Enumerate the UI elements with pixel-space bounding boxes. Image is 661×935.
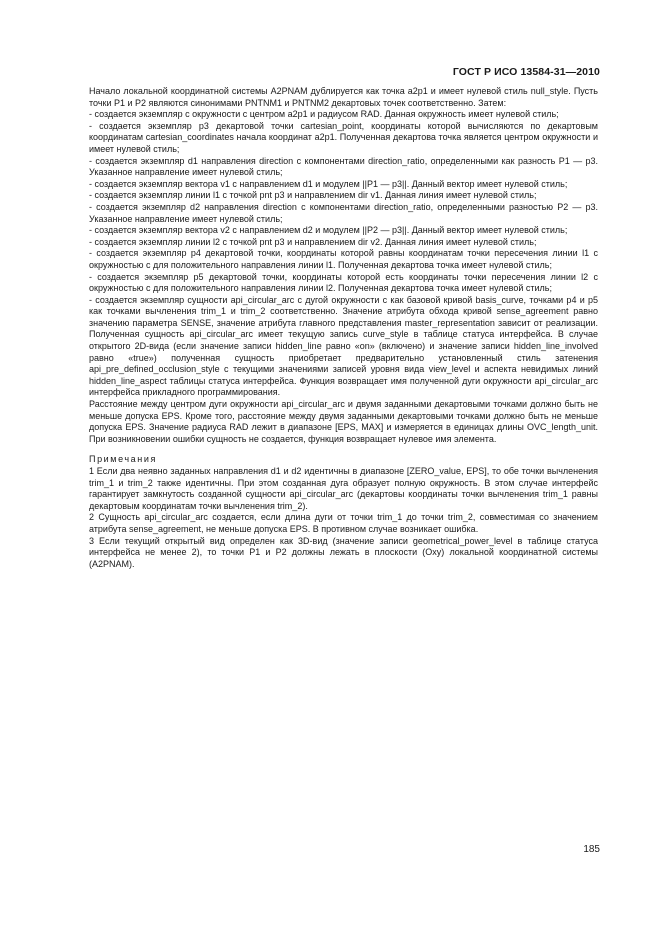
page-number: 185	[583, 844, 600, 855]
list-item: - создается экземпляр вектора v2 с направлением d2 и модулем ||P2 — p3||. Данный вектор имеет нулевой стиль;	[89, 225, 568, 236]
paragraph-intro: Начало локальной координатной системы A2PNAM дублируется как точка a2p1 и имеет нулевой стиль null_style. Пусть точки P1 и P2 являются синонимами PNTNM1 и PNTNM2 декартовых точек соответственно. Затем:	[89, 86, 598, 108]
list-item: - создается экземпляр p3 декартовой точки cartesian_point, координаты которой вычисляются по декартовым координатам cartesian_coordinates начала координат a2p1. Полученная декартова точка является центром окружности и имеет нулевой стиль;	[89, 120, 598, 154]
list-item: - создается экземпляр сущности api_circular_arc с дугой окружности c как базовой кривой basis_curve, точками p4 и p5 как точками вычленения trim_1 и trim_2 соответственно. Значение атрибута обхода кривой sense_agreement равно значению параметра SENSE, значение атрибута главного представления master_representation зависит от реализации. Полученная сущность api_circular_arc имеет текущую запись curve_style в таблице статуса интерфейса. В случае открытого 2D-вида (если значение записи hidden_line равно «on» (включено) и значение записи hidden_line_involved равно «true») полученная сущность приобретает предварительно установленный стиль затенения api_pre_defined_occlusion_style с текущими значениями записей уровня вида view_level и аспекта невидимых линий hidden_line_aspect таблицы статуса интерфейса. Функция возвращает имя полученной дуги окружности api_circular_arc интерфейса прикладного программирования.	[89, 294, 598, 398]
note-item: 3 Если текущий открытый вид определен как 3D-вид (значение записи geometrical_power_level в таблице статуса интерфейса не менее 2), то точки P1 и P2 должны лежать в плоскости (Oxy) локальной координатной системы (A2PNAM).	[89, 535, 598, 569]
list-item: - создается экземпляр p4 декартовой точки, координаты которой равны координатам точки пересечения линии l1 с окружностью c для положительного направления линии l1. Полученная декартова точка имеет нулевой стиль;	[89, 248, 598, 270]
list-item: - создается экземпляр вектора v1 с направлением d1 и модулем ||P1 — p3||. Данный вектор имеет нулевой стиль;	[89, 178, 568, 189]
list-item: - создается экземпляр c окружности с центром a2p1 и радиусом RAD. Данная окружность имеет нулевой стиль;	[89, 109, 559, 120]
notes-heading: Примечания	[89, 454, 157, 465]
list-item: - создается экземпляр p5 декартовой точки, координаты которой есть координаты точки пересечения линии l2 с окружностью c для положительного направления линии l2. Полученная декартова точка имеет нулевой стиль;	[89, 271, 598, 294]
list-item: - создается экземпляр d1 направления direction с компонентами direction_ratio, определенными как разность P1 — p3. Указанное направление имеет нулевой стиль;	[89, 155, 598, 178]
paragraph-constraints: Расстояние между центром дуги окружности api_circular_arc и двумя заданными декартовыми точками должно быть не меньше допуска EPS. Кроме того, расстояние между двумя заданными декартовыми точками должно быть не меньше допуска EPS. Значение радиуса RAD лежит в диапазоне [EPS, MAX] и измеряется в единицах длины OVC_length_unit. При возникновении ошибки сущность не создается, функция возвращает нулевое имя элемента.	[89, 399, 598, 444]
list-item: - создается экземпляр d2 направления direction с компонентами direction_ratio, определенными разностью P2 — p3. Указанное направление имеет нулевой стиль;	[89, 201, 598, 224]
list-item: - создается экземпляр линии l2 с точкой pnt p3 и направлением dir v2. Данная линия имеет нулевой стиль;	[89, 236, 537, 247]
note-item: 1 Если два неявно заданных направления d1 и d2 идентичны в диапазоне [ZERO_value, EPS], то обе точки вычленения trim_1 и trim_2 также идентичны. При этом созданная дуга образует полную окружность. В этом случае интерфейс гарантирует замкнутость созданной сущности api_circular_arc (декартовы координаты точки вычленения trim_1 равны декартовым координатам точки вычленения trim_2).	[89, 466, 598, 511]
document-body	[89, 86, 598, 570]
list-item: - создается экземпляр линии l1 с точкой pnt p3 и направлением dir v1. Данная линия имеет нулевой стиль;	[89, 190, 537, 201]
note-item: 2 Сущность api_circular_arc создается, если длина дуги от точки trim_1 до точки trim_2, совместимая со значением атрибута sense_agreement, не меньше допуска EPS. В противном случае возникает ошибка.	[89, 512, 598, 534]
document-header: ГОСТ Р ИСО 13584-31—2010	[452, 66, 600, 78]
